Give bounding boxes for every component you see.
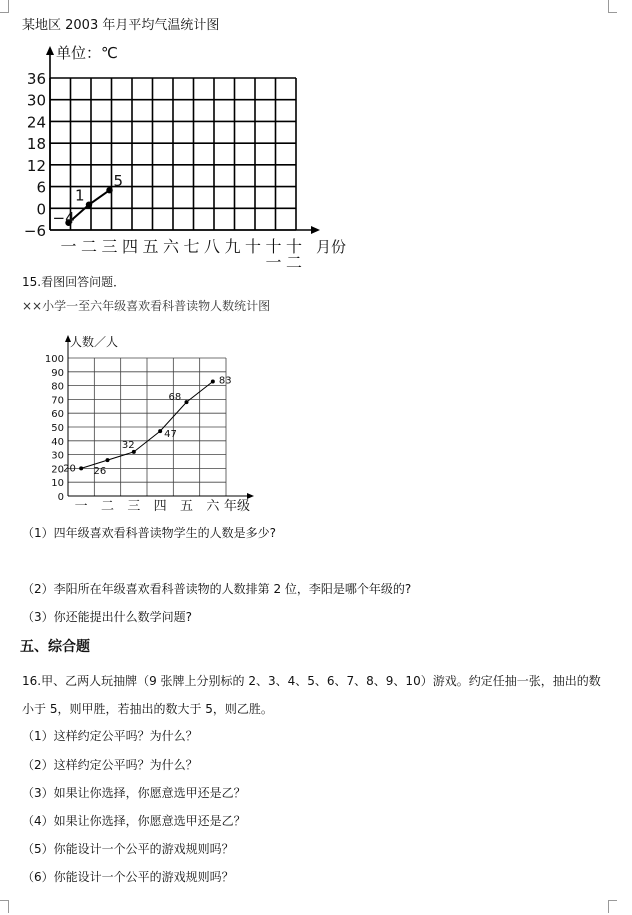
chart1-title: 某地区 2003 年月平均气温统计图 — [22, 18, 220, 33]
reading-point — [79, 466, 83, 470]
x-tick-label: 十 — [285, 237, 303, 256]
y-tick-label: 100 — [44, 354, 64, 365]
q15-sub3: （3）你还能提出什么数学问题? — [22, 610, 193, 624]
x-tick-label: 一 — [74, 499, 88, 514]
chart2-y-ticks — [45, 354, 64, 503]
q16-sub4: （4）如果让你选择，你愿意选甲还是乙？ — [22, 814, 246, 828]
y-axis-arrow — [46, 46, 54, 55]
q16-sub5: （5）你能设计一个公平的游戏规则吗？ — [22, 842, 234, 856]
x-axis-arrow — [311, 226, 320, 234]
y-tick-label: 30 — [51, 450, 64, 462]
y-tick-label: 0 — [57, 492, 64, 503]
q16-line1: 16.甲、乙两人玩抽牌（9 张牌上分别标的 2、3、4、5、6、7、8、9、10）游戏。约定任抽一张，抽出的数 — [22, 674, 601, 688]
temperature-data-label: −4 — [52, 208, 75, 227]
x-tick-label: 一 — [60, 237, 77, 256]
q16-sub6: （6）你能设计一个公平的游戏规则吗？ — [22, 870, 234, 884]
y-tick-label: 20 — [51, 464, 64, 476]
temperature-data-label: 1 — [75, 186, 85, 205]
x-tick-label: 十 — [265, 237, 282, 256]
y-tick-label: 90 — [51, 367, 64, 379]
x-tick-label: 四 — [153, 499, 167, 514]
corner-mark-top-left — [0, 0, 9, 13]
y-tick-label: 50 — [51, 423, 64, 434]
corner-mark-bottom-left — [0, 900, 9, 913]
q16-sub3: （3）如果让你选择，你愿意选甲还是乙？ — [22, 786, 246, 800]
reading-chart — [18, 328, 268, 518]
q16-line2: 小于 5，则甲胜，若抽出的数大于 5，则乙胜。 — [22, 702, 273, 716]
reading-data-label: 32 — [121, 439, 135, 451]
chart2-y-label: 人数／人 — [70, 335, 119, 349]
x-tick-label: 八 — [203, 237, 221, 256]
reading-point — [158, 429, 162, 433]
y-tick-label: 40 — [51, 436, 64, 448]
chart2-x-unit: 年级 — [224, 499, 251, 514]
chart1-series — [53, 172, 124, 227]
y-tick-label: 10 — [51, 478, 64, 490]
y-tick-label: 60 — [51, 409, 64, 421]
chart2-x-ticks — [75, 499, 221, 514]
reading-point — [211, 379, 215, 383]
reading-data-label: 68 — [168, 392, 182, 404]
y-tick-label: 24 — [26, 113, 46, 132]
y-tick-label: 6 — [36, 178, 46, 197]
q15-sub2: （2）李阳所在年级喜欢看科普读物的人数排第 2 位，李阳是哪个年级的? — [22, 582, 412, 596]
temperature-chart — [14, 38, 364, 270]
y-tick-label: 30 — [26, 91, 46, 110]
x-tick-label: 一 — [265, 253, 282, 270]
temperature-data-label: 5 — [113, 172, 124, 191]
reading-point — [185, 400, 189, 404]
y-tick-label: 12 — [26, 156, 46, 175]
q16-sub2: （2）这样约定公平吗？为什么？ — [22, 758, 198, 772]
reading-data-label: 26 — [93, 466, 107, 478]
x-tick-label: 六 — [162, 237, 180, 256]
y-tick-label: 70 — [51, 395, 64, 407]
x-tick-label: 七 — [183, 237, 200, 256]
x-tick-label: 四 — [121, 237, 139, 256]
q15-sub1: （1）四年级喜欢看科普读物学生的人数是多少? — [22, 526, 277, 540]
y-tick-label: 0 — [36, 200, 46, 219]
x-tick-label: 三 — [101, 237, 118, 256]
x-tick-label: 二 — [285, 253, 303, 270]
x-tick-label: 六 — [206, 499, 220, 514]
section5-heading: 五、综合题 — [20, 639, 90, 655]
x-tick-label: 五 — [142, 237, 159, 256]
corner-mark-bottom-right — [608, 900, 617, 913]
y-tick-label: 80 — [51, 381, 64, 393]
reading-point — [106, 458, 110, 462]
x-tick-label: 九 — [224, 237, 241, 256]
chart1-unit-label: 单位：℃ — [56, 44, 118, 62]
x-tick-label: 五 — [179, 499, 194, 514]
y-tick-label: −6 — [23, 222, 46, 240]
reading-data-label: 20 — [63, 463, 76, 475]
q15-heading: 15.看图回答问题． — [22, 275, 126, 289]
x-tick-label: 二 — [100, 499, 115, 514]
reading-data-label: 47 — [164, 429, 177, 441]
chart1-x-unit: 月份 — [316, 238, 347, 256]
chart2-title: ××小学一至六年级喜欢看科普读物人数统计图 — [22, 299, 271, 313]
corner-mark-top-right — [608, 0, 617, 13]
reading-data-label: 83 — [218, 375, 232, 387]
y-tick-label: 36 — [26, 70, 46, 88]
chart1-x-ticks — [60, 237, 302, 270]
x-tick-label: 三 — [127, 499, 141, 514]
y-tick-label: 18 — [26, 135, 46, 154]
q16-sub1: （1）这样约定公平吗？为什么？ — [22, 729, 198, 743]
chart2-grid — [68, 358, 226, 496]
x-tick-label: 十 — [244, 237, 262, 256]
chart1-y-ticks — [24, 70, 46, 240]
temperature-point — [86, 201, 92, 207]
temperature-point — [106, 187, 112, 193]
x-tick-label: 二 — [80, 237, 98, 256]
